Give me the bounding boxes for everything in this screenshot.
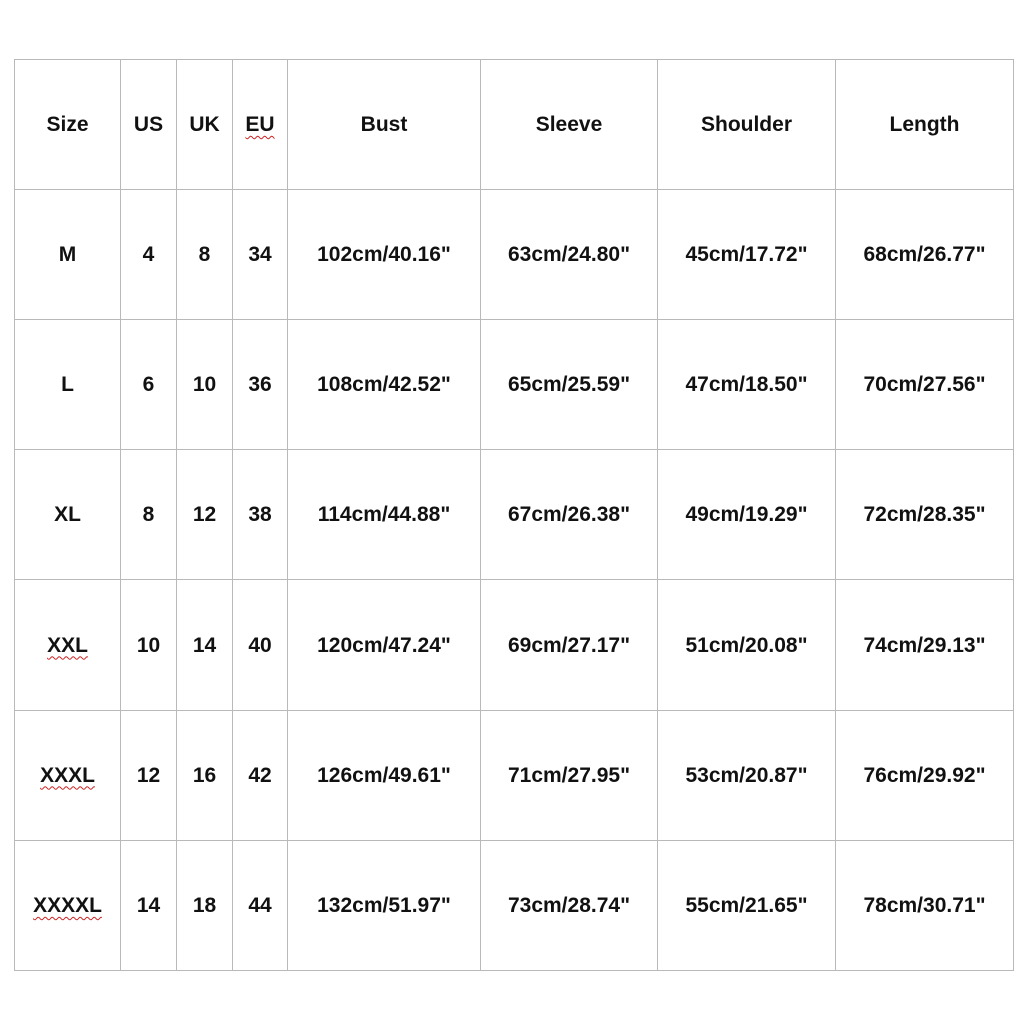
cell-uk: 12 <box>177 450 233 580</box>
cell-length: 70cm/27.56" <box>836 320 1014 450</box>
cell-bust: 114cm/44.88" <box>288 450 481 580</box>
header-us: US <box>121 60 177 190</box>
header-sleeve: Sleeve <box>481 60 658 190</box>
cell-sleeve: 67cm/26.38" <box>481 450 658 580</box>
cell-sleeve: 73cm/28.74" <box>481 840 658 970</box>
cell-shoulder: 51cm/20.08" <box>658 580 836 710</box>
cell-us: 6 <box>121 320 177 450</box>
cell-size-label: XXXL <box>40 763 95 787</box>
cell-eu: 36 <box>233 320 288 450</box>
cell-bust: 120cm/47.24" <box>288 580 481 710</box>
header-bust: Bust <box>288 60 481 190</box>
cell-bust: 126cm/49.61" <box>288 710 481 840</box>
cell-uk: 16 <box>177 710 233 840</box>
cell-sleeve: 69cm/27.17" <box>481 580 658 710</box>
cell-uk: 10 <box>177 320 233 450</box>
header-size: Size <box>15 60 121 190</box>
cell-length: 68cm/26.77" <box>836 190 1014 320</box>
cell-shoulder: 45cm/17.72" <box>658 190 836 320</box>
cell-bust: 132cm/51.97" <box>288 840 481 970</box>
cell-length: 76cm/29.92" <box>836 710 1014 840</box>
cell-eu: 34 <box>233 190 288 320</box>
header-uk: UK <box>177 60 233 190</box>
cell-sleeve: 71cm/27.95" <box>481 710 658 840</box>
cell-us: 8 <box>121 450 177 580</box>
cell-size: M <box>15 190 121 320</box>
cell-size <box>15 710 121 840</box>
cell-eu: 40 <box>233 580 288 710</box>
cell-eu: 44 <box>233 840 288 970</box>
cell-size: XL <box>15 450 121 580</box>
cell-shoulder: 49cm/19.29" <box>658 450 836 580</box>
cell-length: 74cm/29.13" <box>836 580 1014 710</box>
cell-uk: 18 <box>177 840 233 970</box>
cell-bust: 102cm/40.16" <box>288 190 481 320</box>
table-row <box>15 320 1014 450</box>
cell-shoulder: 55cm/21.65" <box>658 840 836 970</box>
table-row <box>15 580 1014 710</box>
header-eu <box>233 60 288 190</box>
cell-size <box>15 580 121 710</box>
cell-size <box>15 840 121 970</box>
cell-eu: 42 <box>233 710 288 840</box>
header-length: Length <box>836 60 1014 190</box>
cell-us: 10 <box>121 580 177 710</box>
header-shoulder: Shoulder <box>658 60 836 190</box>
cell-us: 14 <box>121 840 177 970</box>
cell-us: 4 <box>121 190 177 320</box>
cell-shoulder: 53cm/20.87" <box>658 710 836 840</box>
table-row <box>15 450 1014 580</box>
cell-size-label: XXL <box>47 633 88 657</box>
cell-length: 72cm/28.35" <box>836 450 1014 580</box>
header-eu-label: EU <box>245 113 275 136</box>
table-row <box>15 710 1014 840</box>
cell-size: L <box>15 320 121 450</box>
cell-uk: 14 <box>177 580 233 710</box>
cell-us: 12 <box>121 710 177 840</box>
size-chart-table <box>14 59 1014 971</box>
cell-length: 78cm/30.71" <box>836 840 1014 970</box>
cell-eu: 38 <box>233 450 288 580</box>
cell-bust: 108cm/42.52" <box>288 320 481 450</box>
table-row <box>15 840 1014 970</box>
header-row <box>15 60 1014 190</box>
cell-sleeve: 65cm/25.59" <box>481 320 658 450</box>
table-row <box>15 190 1014 320</box>
cell-shoulder: 47cm/18.50" <box>658 320 836 450</box>
cell-sleeve: 63cm/24.80" <box>481 190 658 320</box>
cell-uk: 8 <box>177 190 233 320</box>
cell-size-label: XXXXL <box>33 893 102 917</box>
